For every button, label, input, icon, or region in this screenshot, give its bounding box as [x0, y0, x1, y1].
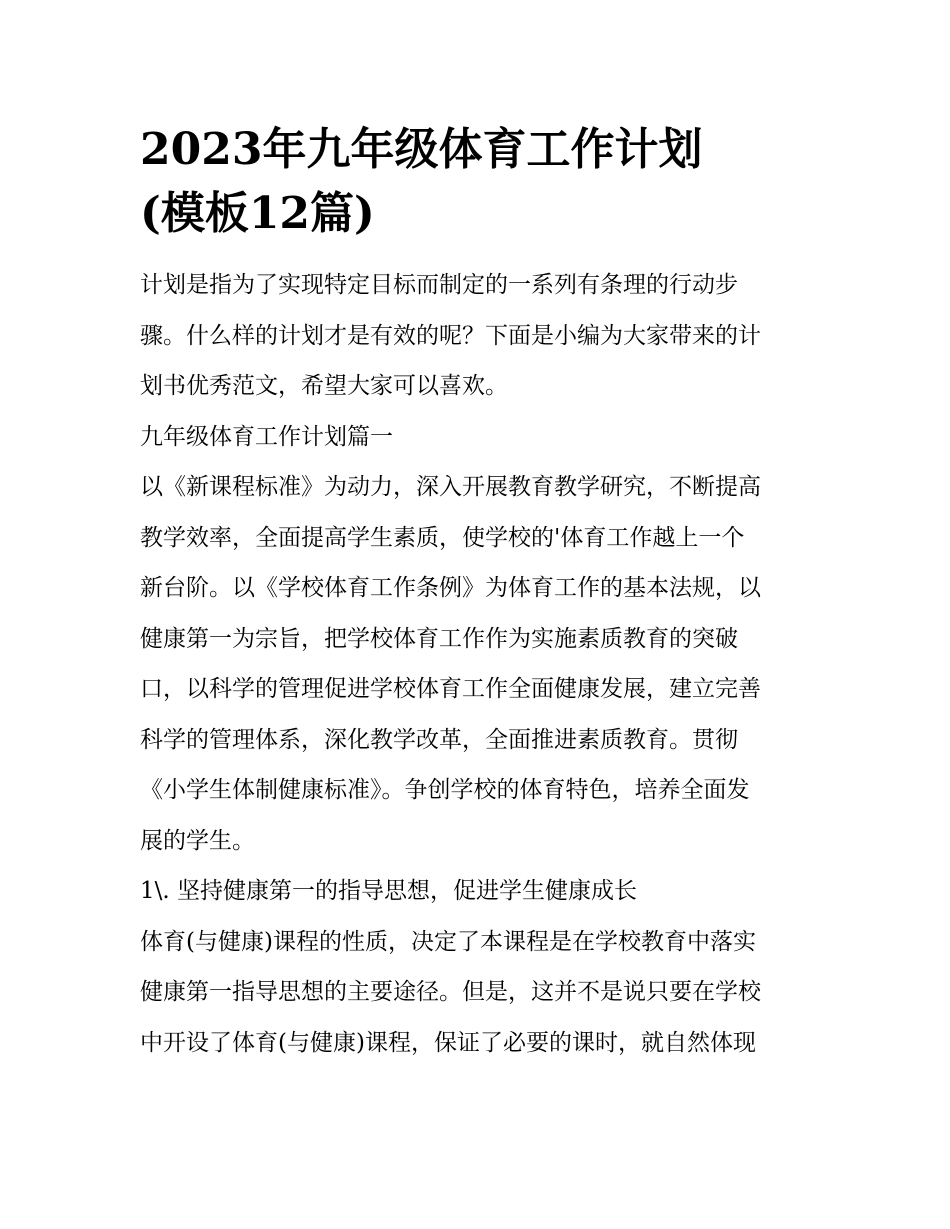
document-body	[140, 260, 830, 1068]
body-line: 展的学生。	[140, 827, 255, 854]
body-line: 科学的管理体系，深化教学改革，全面推进素质教育。贯彻	[140, 726, 738, 753]
body-line: 口，以科学的管理促进学校体育工作全面健康发展，建立完善	[140, 676, 761, 702]
body-line: 划书优秀范文，希望大家可以喜欢。	[140, 373, 508, 399]
title-line-2: (模板12篇)	[140, 188, 375, 239]
title-line-1: 2023年九年级体育工作计划	[140, 124, 703, 175]
body-line: 以《新课程标准》为动力，深入开展教育教学研究，不断提高	[140, 474, 761, 500]
body-line: 骤。什么样的计划才是有效的呢？下面是小编为大家带来的计	[140, 322, 761, 349]
body-line: 中开设了体育(与健康)课程，保证了必要的课时，就自然体现	[140, 1029, 756, 1056]
body-line: 健康第一为宗旨，把学校体育工作作为实施素质教育的突破	[140, 625, 738, 652]
document-content	[140, 118, 830, 1068]
section-heading: 九年级体育工作计划篇一	[140, 423, 393, 450]
numbered-point-heading: 1\. 坚持健康第一的指导思想，促进学生健康成长	[140, 878, 638, 904]
body-line: 健康第一指导思想的主要途径。但是，这并不是说只要在学校	[140, 979, 761, 1005]
body-line: 计划是指为了实现特定目标而制定的一系列有条理的行动步	[140, 272, 738, 298]
document-title	[140, 118, 830, 246]
body-line: 教学效率，全面提高学生素质，使学校的'体育工作越上一个	[140, 524, 745, 551]
body-line: 新台阶。以《学校体育工作条例》为体育工作的基本法规，以	[140, 575, 761, 601]
body-line: 体育(与健康)课程的性质，决定了本课程是在学校教育中落实	[140, 928, 756, 955]
body-line: 《小学生体制健康标准》。争创学校的体育特色，培养全面发	[140, 777, 750, 803]
